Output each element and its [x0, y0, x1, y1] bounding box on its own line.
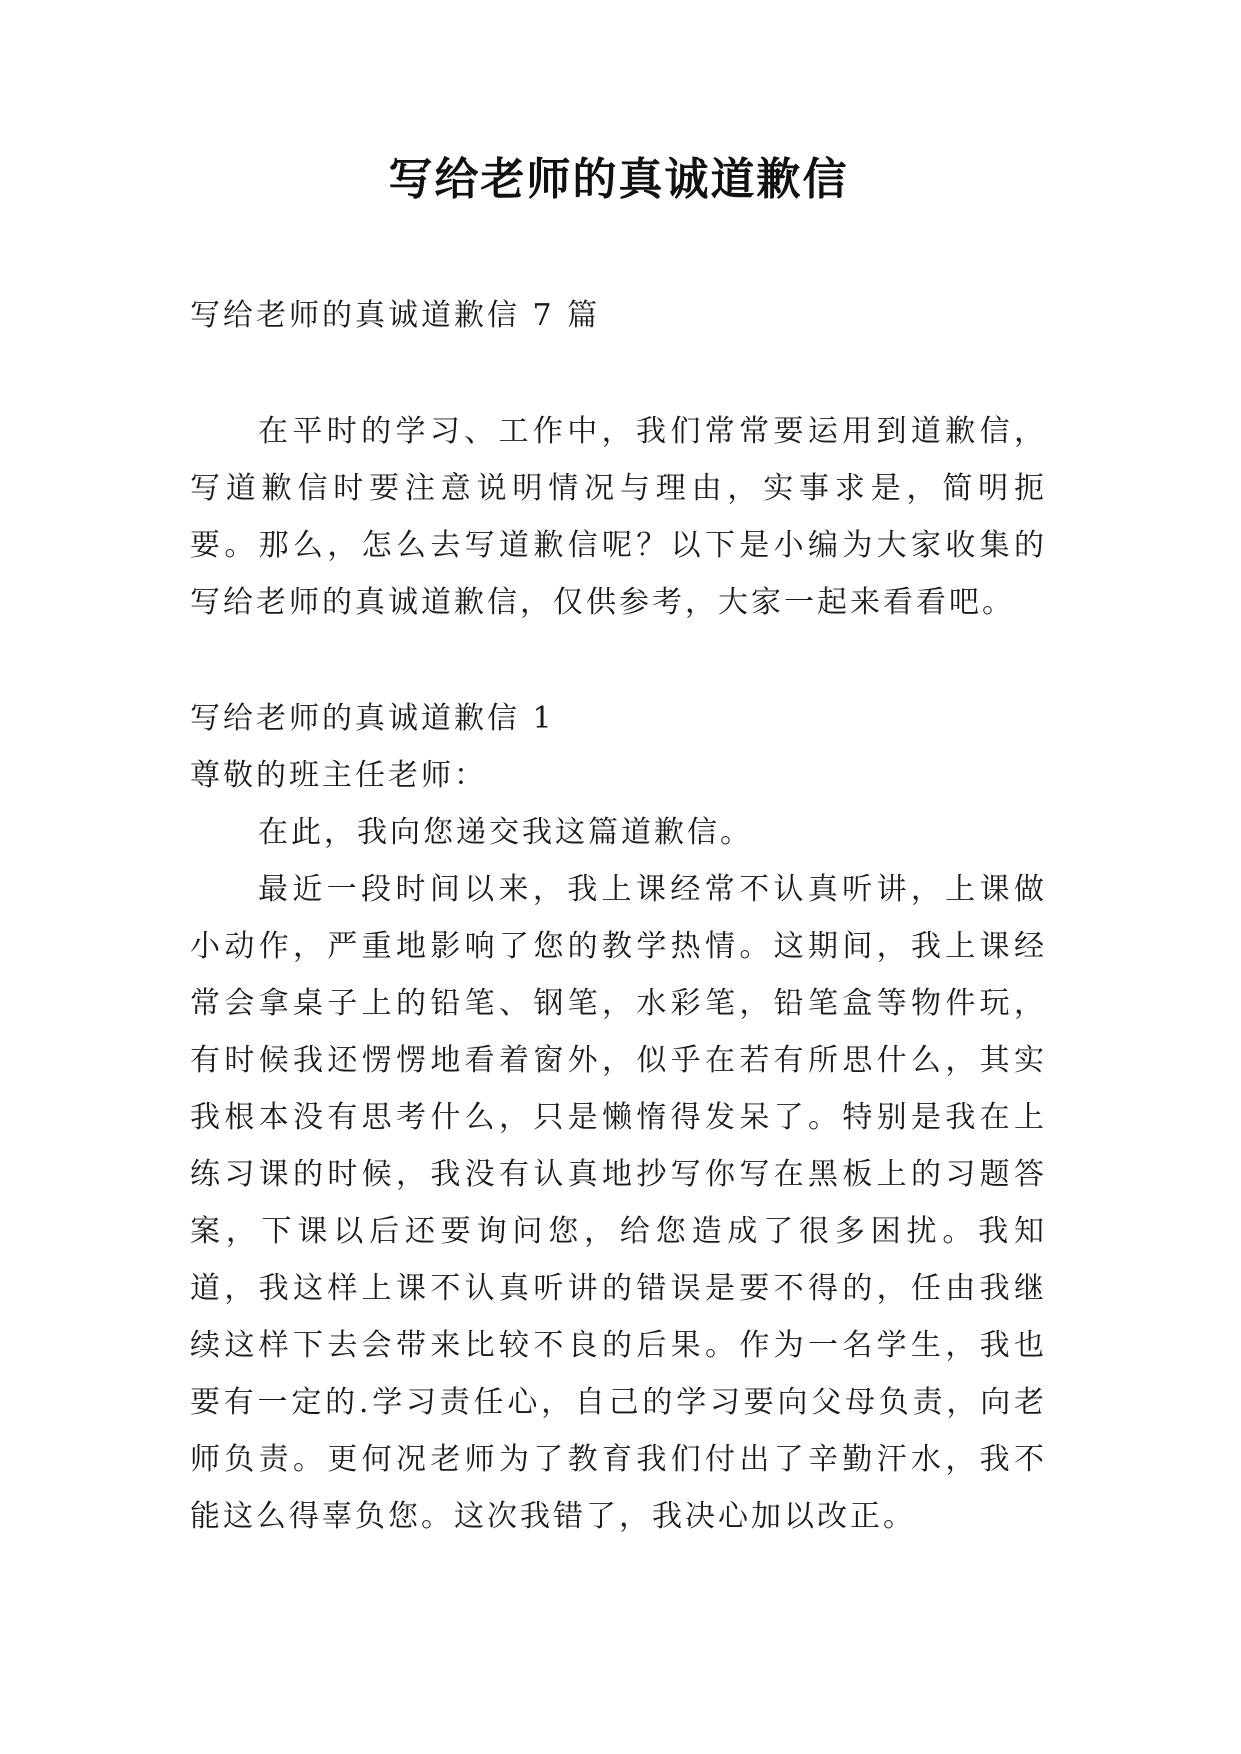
letter-salutation: 尊敬的班主任老师： [190, 758, 487, 793]
body-paragraph: 在此，我向您递交我这篇道歉信。 [258, 815, 753, 850]
document-subtitle: 写给老师的真诚道歉信 7 篇 [190, 298, 601, 333]
letter-section-1 [190, 690, 1047, 1545]
document-title: 写给老师的真诚道歉信 [388, 154, 849, 205]
section-heading: 写给老师的真诚道歉信 1 [190, 701, 555, 736]
body-paragraph: 最近一段时间以来，我上课经常不认真听讲，上课做小动作，严重地影响了您的教学热情。这期间，我上课经常会拿桌子上的铅笔、钢笔，水彩笔，铅笔盒等物件玩，有时候我还愣愣地看着窗外，似乎在若有所思什么，其实我根本没有思考什么，只是懒惰得发呆了。特别是我在上练习课的时候，我没有认真地抄写你写在黑板上的习题答案，下课以后还要询问您，给您造成了很多困扰。我知道，我这样上课不认真听讲的错误是要不得的，任由我继续这样下去会带来比较不良的后果。作为一名学生，我也要有一定的.学习责任心，自己的学习要向父母负责，向老师负责。更何况老师为了教育我们付出了辛勤汗水，我不能这么得辜负您。这次我错了，我决心加以改正。 [190, 872, 1047, 1534]
intro-paragraph: 在平时的学习、工作中，我们常常要运用到道歉信，写道歉信时要注意说明情况与理由，实事求是，简明扼要。那么，怎么去写道歉信呢？以下是小编为大家收集的写给老师的真诚道歉信，仅供参考，大家一起来看看吧。 [190, 414, 1047, 620]
